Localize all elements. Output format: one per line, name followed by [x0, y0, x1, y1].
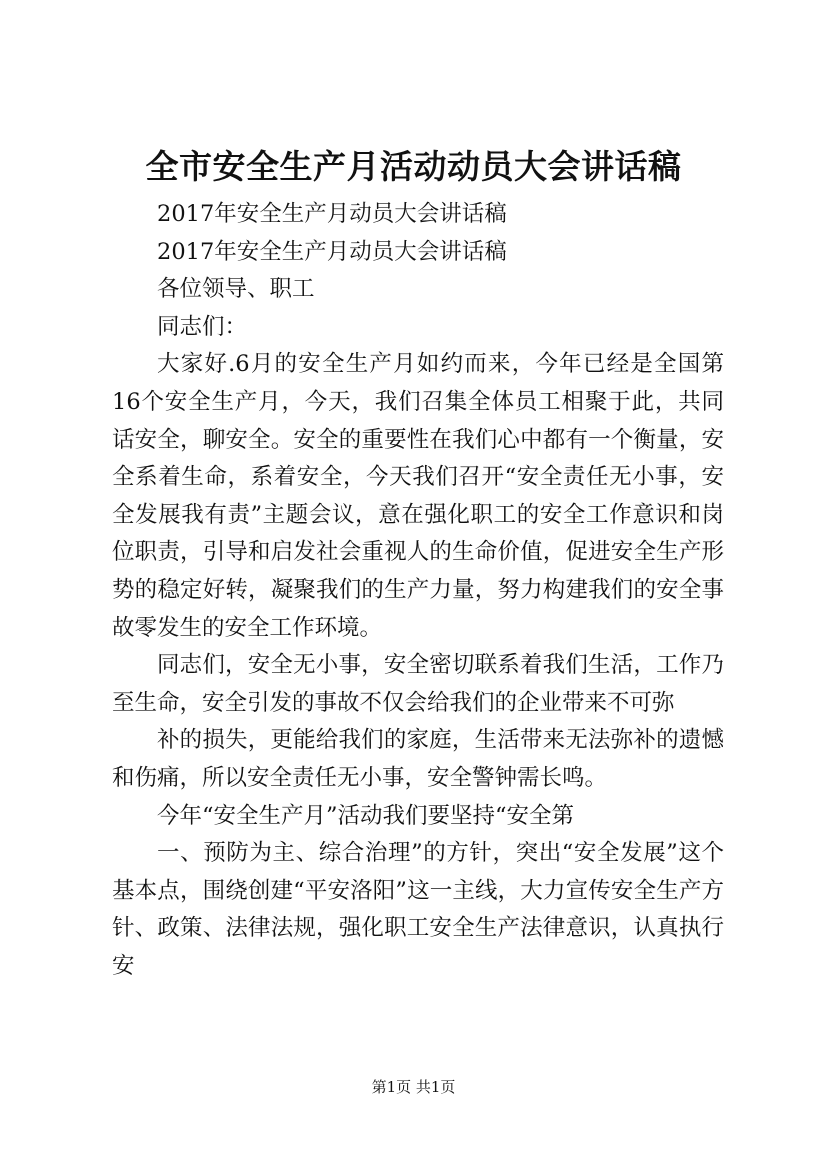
paragraph-greeting: 同志们：: [157, 313, 248, 340]
paragraph-intro: 大家好.6月的安全生产月如约而来，今年已经是全国第16个安全生产月，今天，我们召集全体员工相聚于此，共同话安全，聊安全。安全的重要性在我们心中都有一个衡量，安全系着生命，系着安全，今天我们召开“安全责任无小事，安全发展我有责”主题会议，意在强化职工的安全工作意识和岗位职责，引导和启发社会重视人的生命价值，促进安全生产形势的稳定好转，凝聚我们的生产力量，努力构建我们的安全事故零发生的安全工作环境。: [112, 351, 724, 641]
document-body: [112, 196, 724, 985]
paragraph-subtitle-1: 2017年安全生产月动员大会讲话稿: [157, 201, 507, 227]
paragraph-activity: 今年“安全生产月”活动我们要坚持“安全第: [157, 802, 575, 829]
paragraph-salutation: 各位领导、职工: [157, 276, 315, 303]
paragraph-safety-importance: 同志们，安全无小事，安全密切联系着我们生活，工作乃至生命，安全引发的事故不仅会给我们的企业带来不可弥: [112, 652, 724, 716]
page-number-footer: 第1页 共1页: [371, 1078, 456, 1096]
paragraph-subtitle-2: 2017年安全生产月动员大会讲话稿: [157, 238, 507, 265]
document-title: 全市安全生产月活动动员大会讲话稿: [145, 147, 682, 186]
paragraph-policy: 一、预防为主、综合治理”的方针，突出“安全发展”这个基本点，围绕创建“平安洛阳”这一主线，大力宣传安全生产方针、政策、法律法规，强化职工安全生产法律意识，认真执行安: [112, 840, 724, 979]
paragraph-loss: 补的损失，更能给我们的家庭，生活带来无法弥补的遗憾和伤痛，所以安全责任无小事，安全警钟需长鸣。: [112, 727, 724, 791]
